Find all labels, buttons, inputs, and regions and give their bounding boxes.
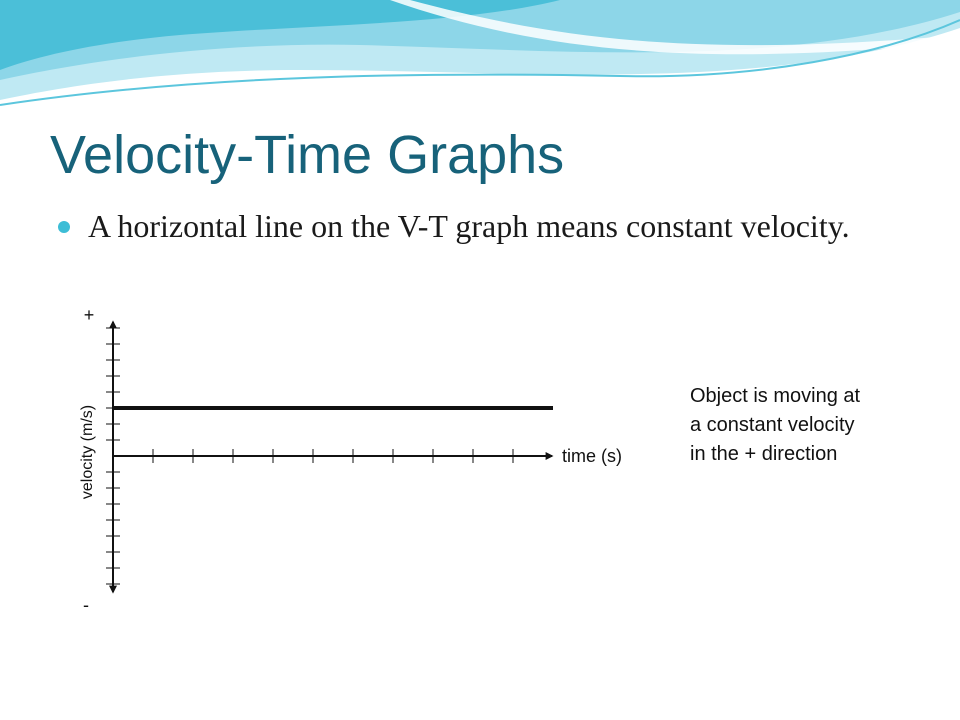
slide-title: Velocity-Time Graphs [50, 125, 565, 185]
y-negative-label: - [83, 595, 89, 615]
chart-annotation: Object is moving at a constant velocity in the + direction [690, 385, 861, 465]
x-axis-label: time (s) [562, 446, 622, 466]
y-axis-label: velocity (m/s) [79, 404, 96, 500]
y-positive-label: + [83, 305, 95, 325]
bullet-list [56, 206, 876, 246]
header-wave-decoration [0, 0, 960, 115]
bullet-text: A horizontal line on the V-T graph means constant velocity. [88, 208, 850, 244]
bullet-item [56, 206, 876, 246]
bullet-dot-icon [58, 221, 70, 233]
